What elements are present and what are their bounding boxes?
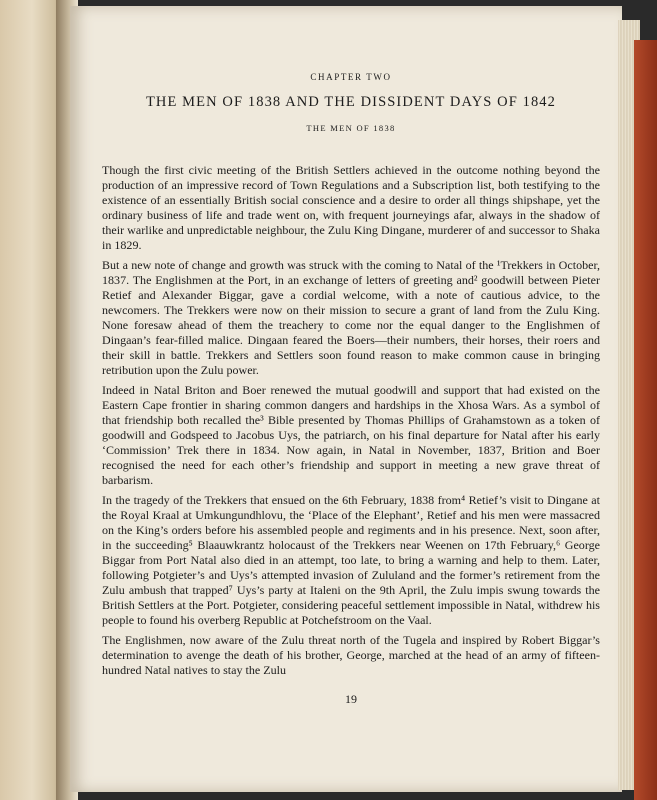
left-page-edge: [0, 0, 64, 800]
paragraph-1: Though the first civic meeting of the British Settlers achieved in the outcome nothing beyond the production of an impressive record of Town Regulations and a Subscription list, both testifying to the existence of an essentially British social conscience and a desire to order all things shipshape, yet the ordinary business of life and trade went on, with frequent journeyings afar, always in the shadow of their warlike and unpredictable neighbour, the Zulu King Dingane, murderer of and successor to Shaka in 1829.: [102, 163, 600, 252]
page-number: 19: [345, 692, 357, 706]
paragraph-5: The Englishmen, now aware of the Zulu threat north of the Tugela and inspired by Robert Biggar’s determination to avenge the death of his brother, George, marched at the head of an army of fifteen-hundred Natal natives to stay the Zulu: [102, 633, 600, 677]
section-title: THE MEN OF 1838: [306, 123, 396, 133]
book-cover-edge: [634, 40, 657, 800]
paragraph-3: Indeed in Natal Briton and Boer renewed the mutual goodwill and support that had existed on the Eastern Cape frontier in sharing common dangers and hardships in the Xhosa Wars. As a symbol of that friendship both recalled the³ Bible presented by Thomas Phillips of Grahamstown as a token of goodwill and Godspeed to Jacobus Uys, the patriarch, on his final departure for Natal after his early ‘Commission’ Trek there in 1834. Now again, in Natal in November, 1837, Brition and Boer recognised the need for each other’s friendship and support in meeting a new grave threat of barbarism.: [102, 383, 600, 487]
chapter-title: THE MEN OF 1838 AND THE DISSIDENT DAYS OF 1842: [145, 94, 557, 110]
paragraph-2: But a new note of change and growth was struck with the coming to Natal of the ¹Trekkers in October, 1837. The Englishmen at the Port, in an exchange of letters of greeting and² goodwill between Pieter Retief and Alexander Biggar, gave a cordial welcome, with a note of cautious advice, to the newcomers. The Trekkers were now on their mission to secure a grant of land from the Zulu King. None foresaw ahead of them the treachery to come nor the equal danger to the Englishmen of Dingaan’s fear-filled malice. Dingaan feared the Boers—their numbers, their horses, their roers and their skill in battle. Trekkers and Settlers soon found reason to make common cause in bringing retribution upon the Zulu power.: [102, 258, 600, 377]
page-content: [102, 72, 600, 683]
chapter-label: CHAPTER TWO: [310, 72, 392, 82]
paragraph-4: In the tragedy of the Trekkers that ensued on the 6th February, 1838 from⁴ Retief’s visit to Dingane at the Royal Kraal at Umkungundhlovu, the ‘Place of the Elephant’, Retief and his men were massacred on the King’s orders before his assembled people and regiments and in his presence. Next, soon after, in the succeeding⁵ Blaauwkrantz holocaust of the Trekkers near Weenen on 17th February,⁶ George Biggar from Port Natal also died in an attempt, too late, to bring a warning and help to them. Later, following Potgieter’s and Uys’s attempted invasion of Zululand and the former’s retirement from the Zulu ambush that trapped⁷ Uys’s party at Italeni on the 9th April, the Zulu impis swung towards the British Settlers at the Port. Potgieter, considering peaceful settlement impossible in Natal, withdrew his people to found his overberg Republic at Potchefstroom on the Vaal.: [102, 493, 600, 627]
